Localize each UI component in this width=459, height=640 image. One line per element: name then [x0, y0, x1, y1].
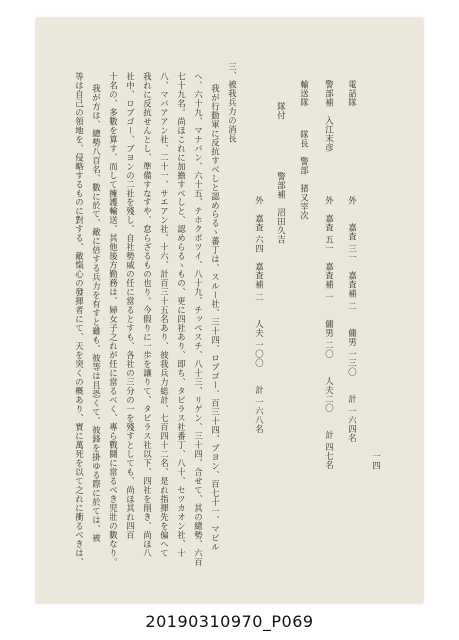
body-line-9: 等は自己の領地を、侵略するものに對する、敵愾心の發揮者にて、天を突くの概あり、實に萬死を以て之れに衝るべきは、 — [74, 72, 85, 567]
section-heading: 三、被我兵力の消長 — [227, 62, 238, 143]
body-line-8: 我が方は、總勢八百名、數に於て、敵に倍する兵力を有すと雖も、彼等は且恐くて、彼鋒を掛ゆる際に於ては、被 — [91, 84, 102, 543]
body-line-5: 我れに反抗せんとし、準備すなすや、怠らざるもの也り。今假りに一歩を讓りて、タビラス社以下、四社を削き、尚ほ八 — [142, 72, 153, 558]
body-line-2: ヘ、六十九、マナバン、六十五、テホクボツイ、八十九、チッペスチ、八十三、リゲン、三十四、合せて、其の總勢、六百 — [193, 72, 204, 567]
transport-unit-label: 輸送隊 — [299, 80, 310, 107]
image-caption: 20190310970_P069 — [145, 612, 314, 631]
transport-unit-assignment: 外 嘉査 六四 嘉査補 二 人夫 一〇〇 計 一六八名 — [254, 196, 265, 434]
transport-unit-leader: 隊長 警部 猪又宰次 — [299, 130, 310, 220]
transport-attached-officer: 警部補 沼田久吉 — [276, 172, 287, 244]
telephone-unit-label: 電話隊 — [347, 80, 358, 107]
body-line-6: 社中、ロブゴー、ブヨンの二社を殘し、自社勢威の任に當るとすも、各社の三分の一を殘すとしても、尚ほ其れ四百 — [125, 72, 136, 540]
telephone-unit-assignment: 外 嘉査 三一 嘉査補 二 傭男 一三〇 計 一六四名 — [347, 196, 358, 443]
body-line-1: 我が行動軍に反抗すべしと認めらるゝ蕃丁は、スルー社、三十四、ロブゴー、百三十四、ブヨン、百七十一、マビル — [210, 84, 221, 552]
body-line-3: 七十九名。尚ほこれに加擔すべしと、認めらるゝもの、更に四社あり、即ち、タビラス社番丁、八十、セツカオン社、十 — [176, 72, 187, 558]
page-number: 一四 — [371, 452, 382, 470]
telephone-unit-detail: 外 嘉査 五一 嘉査補 一 傭男 二〇 人夫二〇 計 四七名 — [324, 196, 335, 470]
telephone-unit-officer: 警部補 入江末彦 — [324, 80, 335, 152]
body-line-4: 八、マバアアン社、二十一、サエアン社、十六、計百三十五名あり、彼我兵力総計、七百四十二名、是れ指揮先を偏へて — [159, 72, 170, 558]
body-line-7: 十名の、多數を算す、而して擁護輸送、其他後方勤務は、婦女子之れが任に當るべく、專ら戰鬪に當るべき児壯の數なり。 — [108, 72, 119, 567]
transport-attached-label: 隊付 — [276, 102, 287, 120]
